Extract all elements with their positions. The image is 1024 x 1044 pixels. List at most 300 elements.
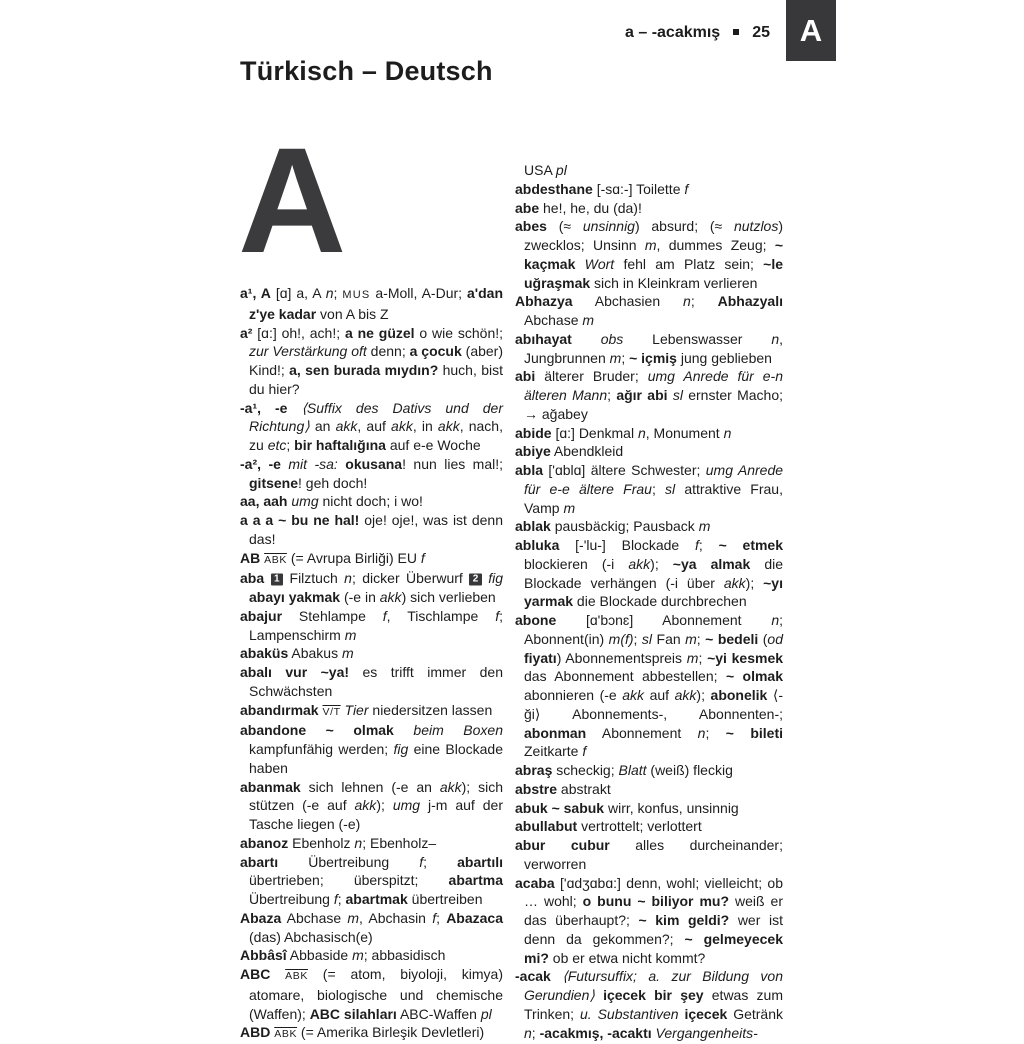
dictionary-entry xyxy=(240,324,503,399)
italic-text: pl xyxy=(480,1005,492,1022)
dictionary-entry xyxy=(240,492,503,511)
italic-text: fig xyxy=(488,570,504,587)
italic-text: f xyxy=(333,891,338,907)
text-segment: kampfunfähig werden; xyxy=(249,741,394,757)
entry-continuation xyxy=(515,161,783,180)
text-segment: Abbaside xyxy=(286,947,353,964)
text-segment: Übertreibung xyxy=(249,891,334,907)
bold-text: fiyatı xyxy=(524,649,557,666)
italic-text: n xyxy=(344,570,352,587)
italic-text: akk xyxy=(354,797,377,814)
dictionary-entry xyxy=(240,909,503,947)
italic-text: m xyxy=(582,312,595,328)
italic-text: f xyxy=(420,549,425,566)
dictionary-entry xyxy=(240,399,503,455)
italic-text: beim Boxen xyxy=(413,722,503,739)
italic-text: fig xyxy=(393,741,409,757)
dictionary-entry xyxy=(515,780,783,799)
bold-text: Abazaca xyxy=(446,909,503,926)
guide-words: a – -acakmış xyxy=(625,24,721,41)
dictionary-entry xyxy=(515,967,783,1042)
italic-text: f xyxy=(495,607,500,624)
dictionary-entry xyxy=(240,663,503,701)
italic-text: m xyxy=(352,947,364,964)
text-segment: [ɑ] a, A xyxy=(270,285,326,301)
italic-text: akk xyxy=(391,418,413,435)
text-segment: nicht doch; i wo! xyxy=(318,493,423,510)
italic-text: m xyxy=(609,349,622,366)
text-segment: ) Abonnementspreis xyxy=(556,649,687,666)
bold-text: abonelik xyxy=(710,687,768,703)
text-segment: ; xyxy=(423,853,458,870)
italic-text: akk xyxy=(723,574,746,591)
bold-text: Abhazyalı xyxy=(717,293,783,310)
bold-text: ABC silahları xyxy=(309,1005,397,1022)
square-bullet-icon xyxy=(733,29,739,35)
text-segment: ; Lampenschirm xyxy=(249,607,503,643)
text-segment: o wie schön!; xyxy=(414,324,504,341)
bold-text: abaküs xyxy=(240,645,289,662)
bold-text: abartma xyxy=(448,872,503,889)
text-segment: ( xyxy=(758,630,768,647)
abbreviation-tag: $\overline{ABK}$ xyxy=(285,970,308,982)
text-segment: Stehlampe xyxy=(282,607,383,624)
bold-text: a a a ~ bu ne hal! xyxy=(240,512,360,528)
running-header xyxy=(475,24,770,42)
text-segment: (= Amerika Birleşik Devletleri) xyxy=(297,1024,485,1041)
italic-text: f xyxy=(382,607,387,624)
text-segment xyxy=(575,256,584,272)
text-segment: ['ɑdʒɑbɑ:] denn, wohl; vielleicht; ob … wohl; xyxy=(524,874,783,910)
bold-text: abide xyxy=(515,424,552,441)
text-segment: übertreiben xyxy=(407,891,483,907)
text-segment: ob er etwa nicht kommt? xyxy=(548,949,706,966)
bold-text: a, sen burada mıydın? xyxy=(289,362,439,378)
italic-text: m xyxy=(344,626,357,643)
italic-text: n xyxy=(637,424,646,441)
text-segment: ; xyxy=(633,630,642,647)
bold-text: gitsene xyxy=(249,474,299,491)
italic-text: unsinnig xyxy=(582,218,635,235)
text-segment: ; xyxy=(705,724,726,741)
section-letter: A xyxy=(238,116,347,284)
italic-text: n xyxy=(697,724,706,741)
dictionary-entry xyxy=(240,834,503,853)
text-segment: (≈ xyxy=(546,218,583,235)
text-segment: ; xyxy=(436,909,447,926)
italic-text: sl xyxy=(641,630,653,647)
bold-text: ABC xyxy=(240,966,271,982)
text-segment: ; xyxy=(531,1024,540,1041)
text-segment: , in xyxy=(412,418,438,435)
italic-text: m xyxy=(563,499,576,516)
text-segment: denn; xyxy=(366,343,410,360)
text-segment: pausbäckig; Pausback xyxy=(550,518,699,535)
text-segment: attraktive Frau, Vamp xyxy=(524,480,783,516)
bold-text: abdesthane xyxy=(515,180,593,197)
text-segment xyxy=(270,966,285,982)
bold-text: acaba xyxy=(515,874,555,891)
italic-text: n xyxy=(771,330,780,347)
text-segment: ; xyxy=(696,630,706,647)
text-segment: ; xyxy=(698,649,708,666)
dictionary-entry xyxy=(515,292,783,330)
text-segment: , Jungbrunnen xyxy=(524,330,784,366)
italic-text: umg xyxy=(392,797,421,814)
italic-text: f xyxy=(684,180,689,197)
italic-text: n xyxy=(683,293,691,310)
dictionary-entry xyxy=(240,644,503,663)
text-segment: auf xyxy=(644,687,675,703)
text-segment: [ɑ:] Denkmal xyxy=(551,424,638,441)
bold-text: ~ kim geldi? xyxy=(638,912,730,928)
bold-text: abajur xyxy=(240,607,283,624)
text-segment: ; Ebenholz– xyxy=(362,834,437,851)
text-segment: Zeitkarte xyxy=(524,743,583,760)
bold-text: abur cubur xyxy=(515,837,610,853)
bold-text: aba xyxy=(240,570,265,587)
text-segment: Filztuch xyxy=(283,570,345,587)
bold-text: abes xyxy=(515,218,547,235)
italic-text: akk xyxy=(674,687,697,703)
bold-text: ablak xyxy=(515,518,551,535)
bold-text: içecek xyxy=(684,1005,728,1022)
bold-text: abstre xyxy=(515,780,558,797)
text-segment: j-m auf der Tasche liegen (-e) xyxy=(249,797,503,832)
text-segment: ; xyxy=(621,349,630,366)
text-segment: Abakus xyxy=(288,645,342,662)
text-segment: sich lehnen (-e an xyxy=(300,778,440,795)
dictionary-entry xyxy=(240,511,503,549)
text-segment: wer ist denn da gekommen?; xyxy=(524,912,783,947)
bold-text: ağır abi xyxy=(616,387,668,403)
italic-text: f xyxy=(432,909,437,926)
dictionary-entry xyxy=(515,424,783,443)
bold-text: a² xyxy=(240,324,253,341)
text-segment: ; xyxy=(607,387,617,403)
text-segment: ); sich stützen (-e auf xyxy=(249,778,503,814)
text-segment: ); xyxy=(650,555,673,572)
dictionary-entry xyxy=(515,199,783,218)
text-segment: ; xyxy=(651,480,666,497)
bold-text: ~le uğraşmak xyxy=(524,255,783,291)
italic-text: f xyxy=(419,853,424,870)
text-segment: Lebenswasser xyxy=(623,330,772,347)
text-segment: , auf xyxy=(357,418,392,435)
text-segment: scheckig; xyxy=(552,762,619,778)
text-segment: Fan xyxy=(652,630,686,647)
text-segment: a-Moll, A-Dur; xyxy=(370,285,467,301)
dictionary-entry xyxy=(515,817,783,836)
italic-text: m xyxy=(698,518,711,535)
dictionary-entry xyxy=(515,461,783,517)
bold-text: ~yi kesmek xyxy=(707,649,784,666)
bold-text: ~ etmek xyxy=(718,537,784,553)
text-segment: ); xyxy=(745,574,764,591)
italic-text: pl xyxy=(555,162,567,178)
dictionary-entry xyxy=(240,965,503,1023)
italic-text: od xyxy=(767,630,783,647)
italic-text: m xyxy=(685,630,697,647)
dictionary-entry xyxy=(515,330,783,368)
italic-text: m xyxy=(644,237,657,253)
dictionary-entry xyxy=(240,853,503,909)
italic-text: n xyxy=(723,424,732,441)
text-segment: , nach, zu xyxy=(249,418,503,453)
dictionary-entry xyxy=(515,874,783,968)
sense-number: 1 xyxy=(271,574,284,586)
bold-text: ~ gelmeyecek mi? xyxy=(524,930,783,966)
abbreviation-tag: $\overline{ABK}$ xyxy=(264,553,287,566)
italic-text: m xyxy=(347,909,360,926)
text-segment: ; Abonnent(in) xyxy=(524,612,783,647)
italic-text: Blatt xyxy=(618,762,647,778)
dictionary-entry xyxy=(515,761,783,780)
bold-text: o bunu ~ biliyor mu? xyxy=(582,893,730,910)
text-segment: Abonnement xyxy=(586,724,698,741)
bold-text: a'dan z'ye kadar xyxy=(249,285,503,322)
bold-text: ~yı yarmak xyxy=(524,574,783,610)
text-segment: ⟨-ği⟩ Abonnements-, Abonnenten-; xyxy=(524,687,783,722)
dictionary-entry xyxy=(240,946,503,965)
bold-text: abartmak xyxy=(345,891,408,907)
dictionary-entry xyxy=(515,799,783,818)
text-segment: oje! oje!, was ist denn das! xyxy=(249,512,504,547)
italic-text: u. Substantiven xyxy=(579,1005,679,1022)
dictionary-entry xyxy=(515,180,783,199)
text-segment: (aber) Kind!; xyxy=(249,343,504,378)
text-segment: älterer Bruder; xyxy=(535,368,648,385)
bold-text: Abbâsî xyxy=(240,947,287,964)
bold-text: abalı vur ~ya! xyxy=(240,664,350,680)
bold-text: bir haftalığına xyxy=(294,437,386,453)
bold-text: -a¹, -e xyxy=(240,399,288,416)
text-segment: wirr, konfus, unsinnig xyxy=(604,799,739,816)
text-segment: ; abbasidisch xyxy=(363,947,446,964)
bold-text: a¹, A xyxy=(240,285,271,301)
bold-text: Abhazya xyxy=(515,293,573,310)
dictionary-entry xyxy=(515,217,783,292)
bold-text: ~ içmiş xyxy=(629,349,677,366)
text-segment: ; xyxy=(698,537,719,553)
italic-text: akk xyxy=(628,555,651,572)
italic-text: sl xyxy=(665,480,676,497)
bold-text: içecek bir şey xyxy=(603,987,704,1003)
text-segment: das Abonnement abbestellen; xyxy=(524,668,726,685)
text-segment: ); xyxy=(376,797,393,814)
italic-text: zur Verstärkung oft xyxy=(249,343,367,360)
text-segment xyxy=(572,331,601,347)
text-segment: [-sɑ:-] Toilette xyxy=(592,180,685,197)
text-segment: vertrottelt; verlottert xyxy=(577,818,702,835)
italic-text: sl xyxy=(672,387,683,403)
dictionary-entry xyxy=(240,284,503,324)
text-segment: , Monument xyxy=(645,424,724,441)
italic-text: f xyxy=(582,743,587,760)
text-segment: (weiß) fleckig xyxy=(646,762,733,778)
bold-text: abe xyxy=(515,199,540,216)
dictionary-entry xyxy=(240,721,503,777)
text-segment: an xyxy=(309,418,336,435)
italic-text: umg xyxy=(291,493,319,510)
bold-text: ~ kaçmak xyxy=(524,237,784,272)
text-segment: USA xyxy=(524,162,556,178)
italic-text: mit -sa: xyxy=(288,455,338,472)
text-segment: ! nun lies mal!; xyxy=(402,455,504,472)
abbreviation-tag: $\overline{ABK}$ xyxy=(274,1028,298,1041)
text-segment: die Blockade durchbrechen xyxy=(573,593,747,610)
dictionary-column-right xyxy=(515,161,784,1041)
text-segment: [-'lu-] Blockade xyxy=(559,537,695,553)
text-segment: (-e in xyxy=(340,589,380,605)
text-segment: ernster Macho; → ağabey xyxy=(524,387,784,422)
text-segment: , dummes Zeug; xyxy=(656,237,775,253)
bold-text: abanmak xyxy=(240,778,301,795)
italic-text: akk xyxy=(335,418,358,435)
text-segment: Abchase xyxy=(524,312,583,328)
text-segment: ; xyxy=(690,293,718,310)
letter-thumb-tab xyxy=(786,0,836,61)
dictionary-entry xyxy=(515,536,783,611)
bold-text: abartı xyxy=(240,853,279,870)
dictionary-entry xyxy=(515,517,783,536)
bold-text: a çocuk xyxy=(409,343,462,360)
bold-text: ~ bedeli xyxy=(705,630,759,647)
italic-text: Tier xyxy=(344,701,369,718)
text-segment: blockieren (-i xyxy=(524,555,629,572)
text-segment: sich in Kleinkram verlieren xyxy=(590,274,758,291)
italic-text: m xyxy=(341,645,354,662)
text-segment: (das) Abchasisch(e) xyxy=(249,928,373,945)
text-segment: alles durcheinander; verworren xyxy=(524,837,783,872)
dictionary-entry xyxy=(240,778,503,834)
text-segment: he!, he, du (da)! xyxy=(539,199,642,216)
dictionary-entry xyxy=(240,701,503,722)
italic-text: akk xyxy=(379,589,402,605)
italic-text: umg Anrede für e-n älteren Mann xyxy=(524,368,783,403)
text-segment: (= atom, biyoloji, kimya) atomare, biologische und chemische (Waffen); xyxy=(249,966,504,1022)
bold-text: ~ olmak xyxy=(725,668,783,685)
italic-text: akk xyxy=(437,418,460,435)
bold-text: AB xyxy=(240,549,261,566)
bold-text: abıhayat xyxy=(515,330,572,347)
italic-text: nutzlos xyxy=(733,218,779,235)
italic-text: akk xyxy=(439,778,462,795)
text-segment: fehl am Platz sein; xyxy=(614,255,764,272)
dictionary-entry xyxy=(240,1023,503,1044)
text-segment: Übertreibung xyxy=(278,853,420,870)
dictionary-entry xyxy=(240,549,503,570)
text-segment: ) sich verlieben xyxy=(401,589,496,605)
dictionary-entry xyxy=(240,455,503,493)
text-segment: (= Avrupa Birliği) EU xyxy=(286,549,421,566)
dictionary-entry xyxy=(515,442,783,461)
text-segment: ); xyxy=(696,687,711,703)
italic-text: n xyxy=(325,285,334,301)
bold-text: -acak xyxy=(515,968,551,985)
bold-text: abuk ~ sabuk xyxy=(515,799,605,816)
bold-text: ~ bileti xyxy=(725,724,784,741)
text-segment: von A bis Z xyxy=(316,305,389,322)
text-segment: [ɑ:] oh!, ach!; xyxy=(252,324,345,341)
bold-text: abanoz xyxy=(240,834,289,851)
italic-text: Vergangenheits- xyxy=(655,1024,758,1041)
text-segment: die Blockade verhängen (-i über xyxy=(524,555,783,591)
italic-text: ⟨Futursuffix; a. zur Bildung von Gerundien⟩ xyxy=(524,968,783,1003)
dictionary-entry xyxy=(515,611,783,761)
sense-number: 2 xyxy=(469,574,482,586)
text-segment: [ɑ'bɔnɛ] Abonnement xyxy=(556,612,772,628)
dictionary-column-left xyxy=(240,284,504,1041)
text-segment: Ebenholz xyxy=(288,834,355,851)
italic-text: akk xyxy=(622,687,645,703)
dictionary-entry xyxy=(240,607,503,645)
bold-text: abraş xyxy=(515,762,553,778)
bold-text: ~ya almak xyxy=(672,555,751,572)
bold-text: abone xyxy=(515,612,557,628)
italic-text: n xyxy=(354,834,363,851)
bold-text: abartılı xyxy=(457,853,504,870)
bold-text: abluka xyxy=(515,537,560,553)
text-segment: ['ɑblɑ] ältere Schwester; xyxy=(543,462,706,478)
italic-text: etc xyxy=(267,437,287,453)
bold-text: abandırmak xyxy=(240,701,319,718)
text-segment: Getränk xyxy=(727,1005,783,1022)
bold-text: ABD xyxy=(240,1024,271,1041)
bold-text: abla xyxy=(515,462,544,478)
bold-text: -a², -e xyxy=(240,455,281,472)
page-title: Türkisch – Deutsch xyxy=(240,56,493,86)
text-segment: etwas zum Trinken; xyxy=(524,987,783,1022)
italic-text: n xyxy=(771,612,780,628)
dictionary-entry xyxy=(515,836,783,874)
bold-text: abandone ~ olmak xyxy=(240,722,394,739)
bold-text: abi xyxy=(515,368,536,385)
text-segment xyxy=(595,987,603,1003)
text-segment: übertrieben; überspitzt; xyxy=(249,872,449,889)
text-segment: auf e-e Woche xyxy=(385,437,481,453)
italic-text: Wort xyxy=(584,255,615,272)
text-segment: ) zwecklos; Unsinn xyxy=(524,218,784,253)
text-segment: huch, bist du hier? xyxy=(249,362,503,397)
text-segment xyxy=(287,400,301,416)
text-segment xyxy=(394,722,414,738)
bold-text: okusana xyxy=(345,455,403,472)
page-number: 25 xyxy=(752,24,770,41)
text-segment: eine Blockade haben xyxy=(249,741,503,776)
text-segment: ABC-Waffen xyxy=(396,1005,481,1022)
bold-text: aa, aah xyxy=(240,493,288,510)
text-segment: abstrakt xyxy=(557,780,611,797)
text-segment: Abchase xyxy=(281,909,348,926)
italic-text: m(f) xyxy=(608,630,634,647)
text-segment: ; dicker Überwurf xyxy=(351,570,470,587)
italic-text: f xyxy=(695,537,699,553)
italic-text: m xyxy=(686,649,699,666)
text-segment: Abendkleid xyxy=(550,443,624,460)
text-segment: es trifft immer den Schwächsten xyxy=(249,664,503,699)
text-segment: ! geh doch! xyxy=(298,474,368,491)
bold-text: abonman xyxy=(524,724,587,741)
text-segment: abonnieren (-e xyxy=(524,687,623,703)
text-segment: ; xyxy=(333,285,343,301)
dictionary-entry xyxy=(240,569,503,607)
text-segment: ) absurd; (≈ xyxy=(634,218,734,235)
text-segment: , Abchasin xyxy=(359,909,433,926)
italic-text: obs xyxy=(600,330,624,347)
text-segment: niedersitzen lassen xyxy=(368,701,493,718)
bold-text: abullabut xyxy=(515,818,578,835)
